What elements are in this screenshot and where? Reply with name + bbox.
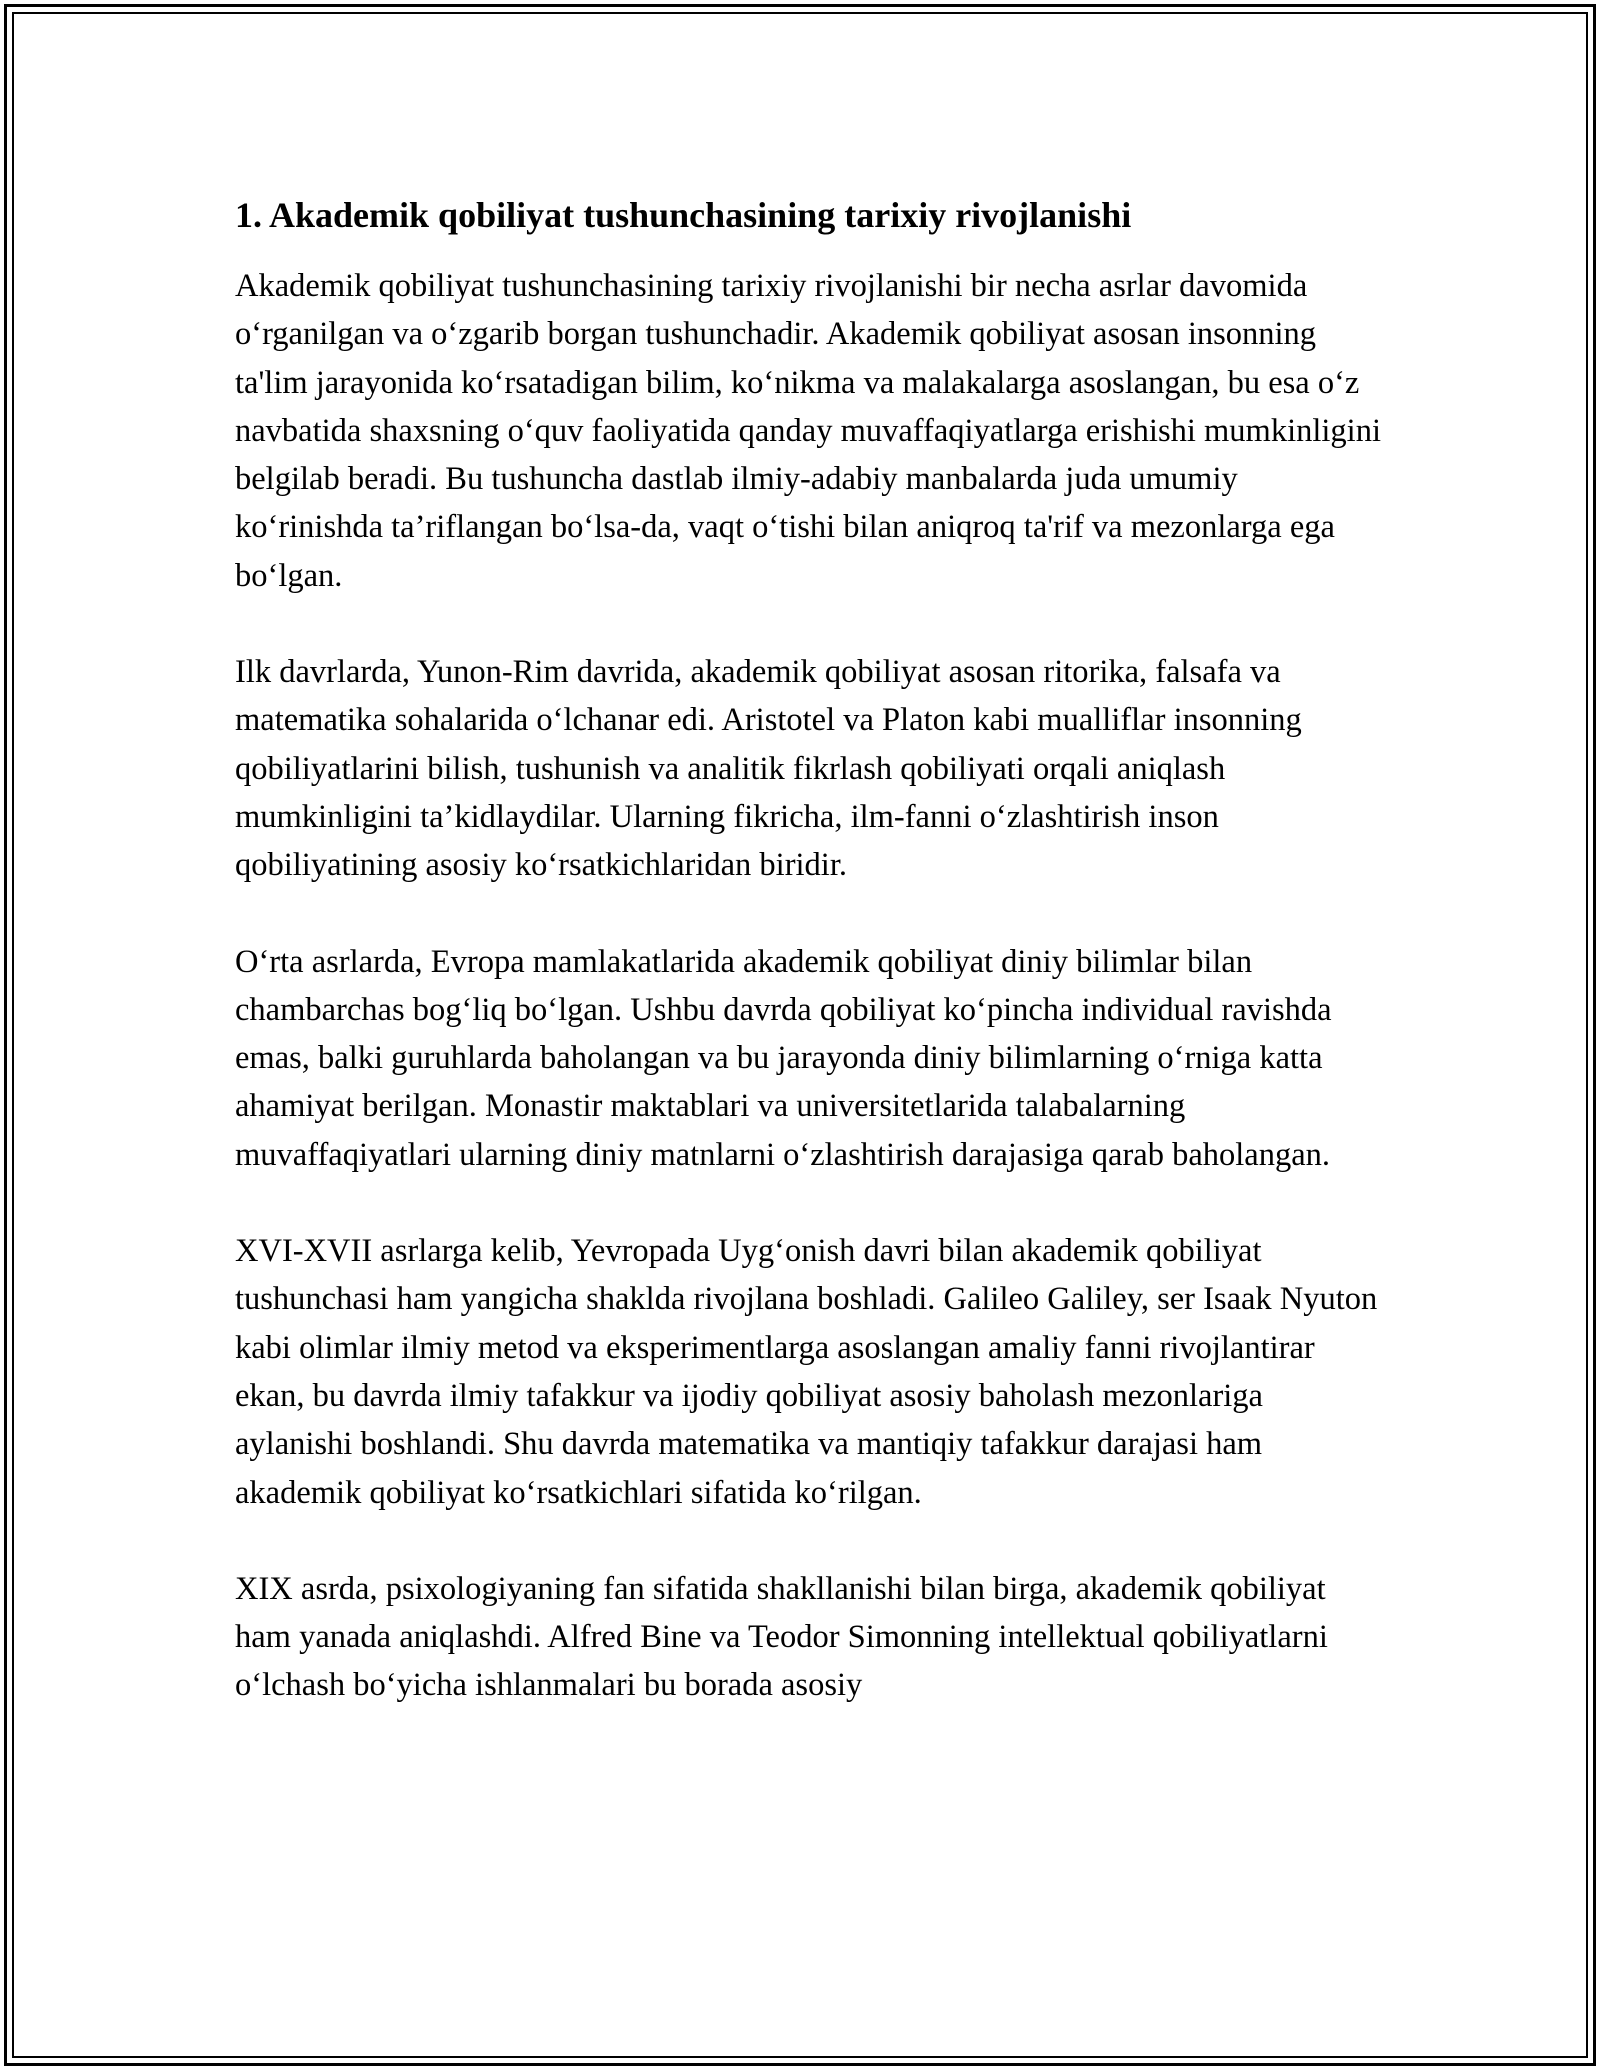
section-heading: 1. Akademik qobiliyat tushunchasining tarixiy rivojlanishi — [235, 195, 1132, 235]
paragraph-4: XVI-XVII asrlarga kelib, Yevropada Uyg‘onish davri bilan akademik qobiliyat tushunchasi ham yangicha shaklda rivojlana boshladi. Galileo Galiley, ser Isaak Nyuton kabi olimlar ilmiy metod va eksperimentlarga asoslangan amaliy fanni rivojlantirar ekan, bu davrda ilmiy tafakkur va ijodiy qobiliyat asosiy baholash mezonlariga aylanishi boshlandi. Shu davrda matematika va mantiqiy tafakkur darajasi ham akademik qobiliyat ko‘rsatkichlari sifatida ko‘rilgan. — [235, 1233, 1378, 1511]
paragraph-2: Ilk davrlarda, Yunon-Rim davrida, akademik qobiliyat asosan ritorika, falsafa va matematika sohalarida o‘lchanar edi. Aristotel va Platon kabi mualliflar insonning qobiliyatlarini bilish, tushunish va analitik fikrlash qobiliyati orqali aniqlash mumkinligini ta’kidlaydilar. Ularning fikricha, ilm-fanni o‘zlashtirish inson qobiliyatining asosiy ko‘rsatkichlaridan biridir. — [235, 654, 1302, 884]
paragraph-3: O‘rta asrlarda, Evropa mamlakatlarida akademik qobiliyat diniy bilimlar bilan chambarchas bog‘liq bo‘lgan. Ushbu davrda qobiliyat ko‘pincha individual ravishda emas, balki guruhlarda baholangan va bu jarayonda diniy bilimlarning o‘rniga katta ahamiyat berilgan. Monastir maktablari va universitetlarida talabalarning muvaffaqiyatlari ularning diniy matnlarni o‘zlashtirish darajasiga qarab baholangan. — [235, 943, 1332, 1173]
document-body — [235, 188, 1385, 1758]
paragraph-1: Akademik qobiliyat tushunchasining tarixiy rivojlanishi bir necha asrlar davomida o‘rganilgan va o‘zgarib borgan tushunchadir. Akademik qobiliyat asosan insonning ta'lim jarayonida ko‘rsatadigan bilim, ko‘nikma va malakalarga asoslangan, bu esa o‘z navbatida shaxsning o‘quv faoliyatida qanday muvaffaqiyatlarga erishishi mumkinligini belgilab beradi. Bu tushuncha dastlab ilmiy-adabiy manbalarda juda umumiy ko‘rinishda ta’riflangan bo‘lsa-da, vaqt o‘tishi bilan aniqroq ta'rif va mezonlarga ega bo‘lgan. — [235, 268, 1381, 594]
paragraph-5: XIX asrda, psixologiyaning fan sifatida shakllanishi bilan birga, akademik qobiliyat ham yanada aniqlashdi. Alfred Bine va Teodor Simonning intellektual qobiliyatlarni o‘lchash bo‘yicha ishlanmalari bu borada asosiy — [235, 1570, 1328, 1704]
